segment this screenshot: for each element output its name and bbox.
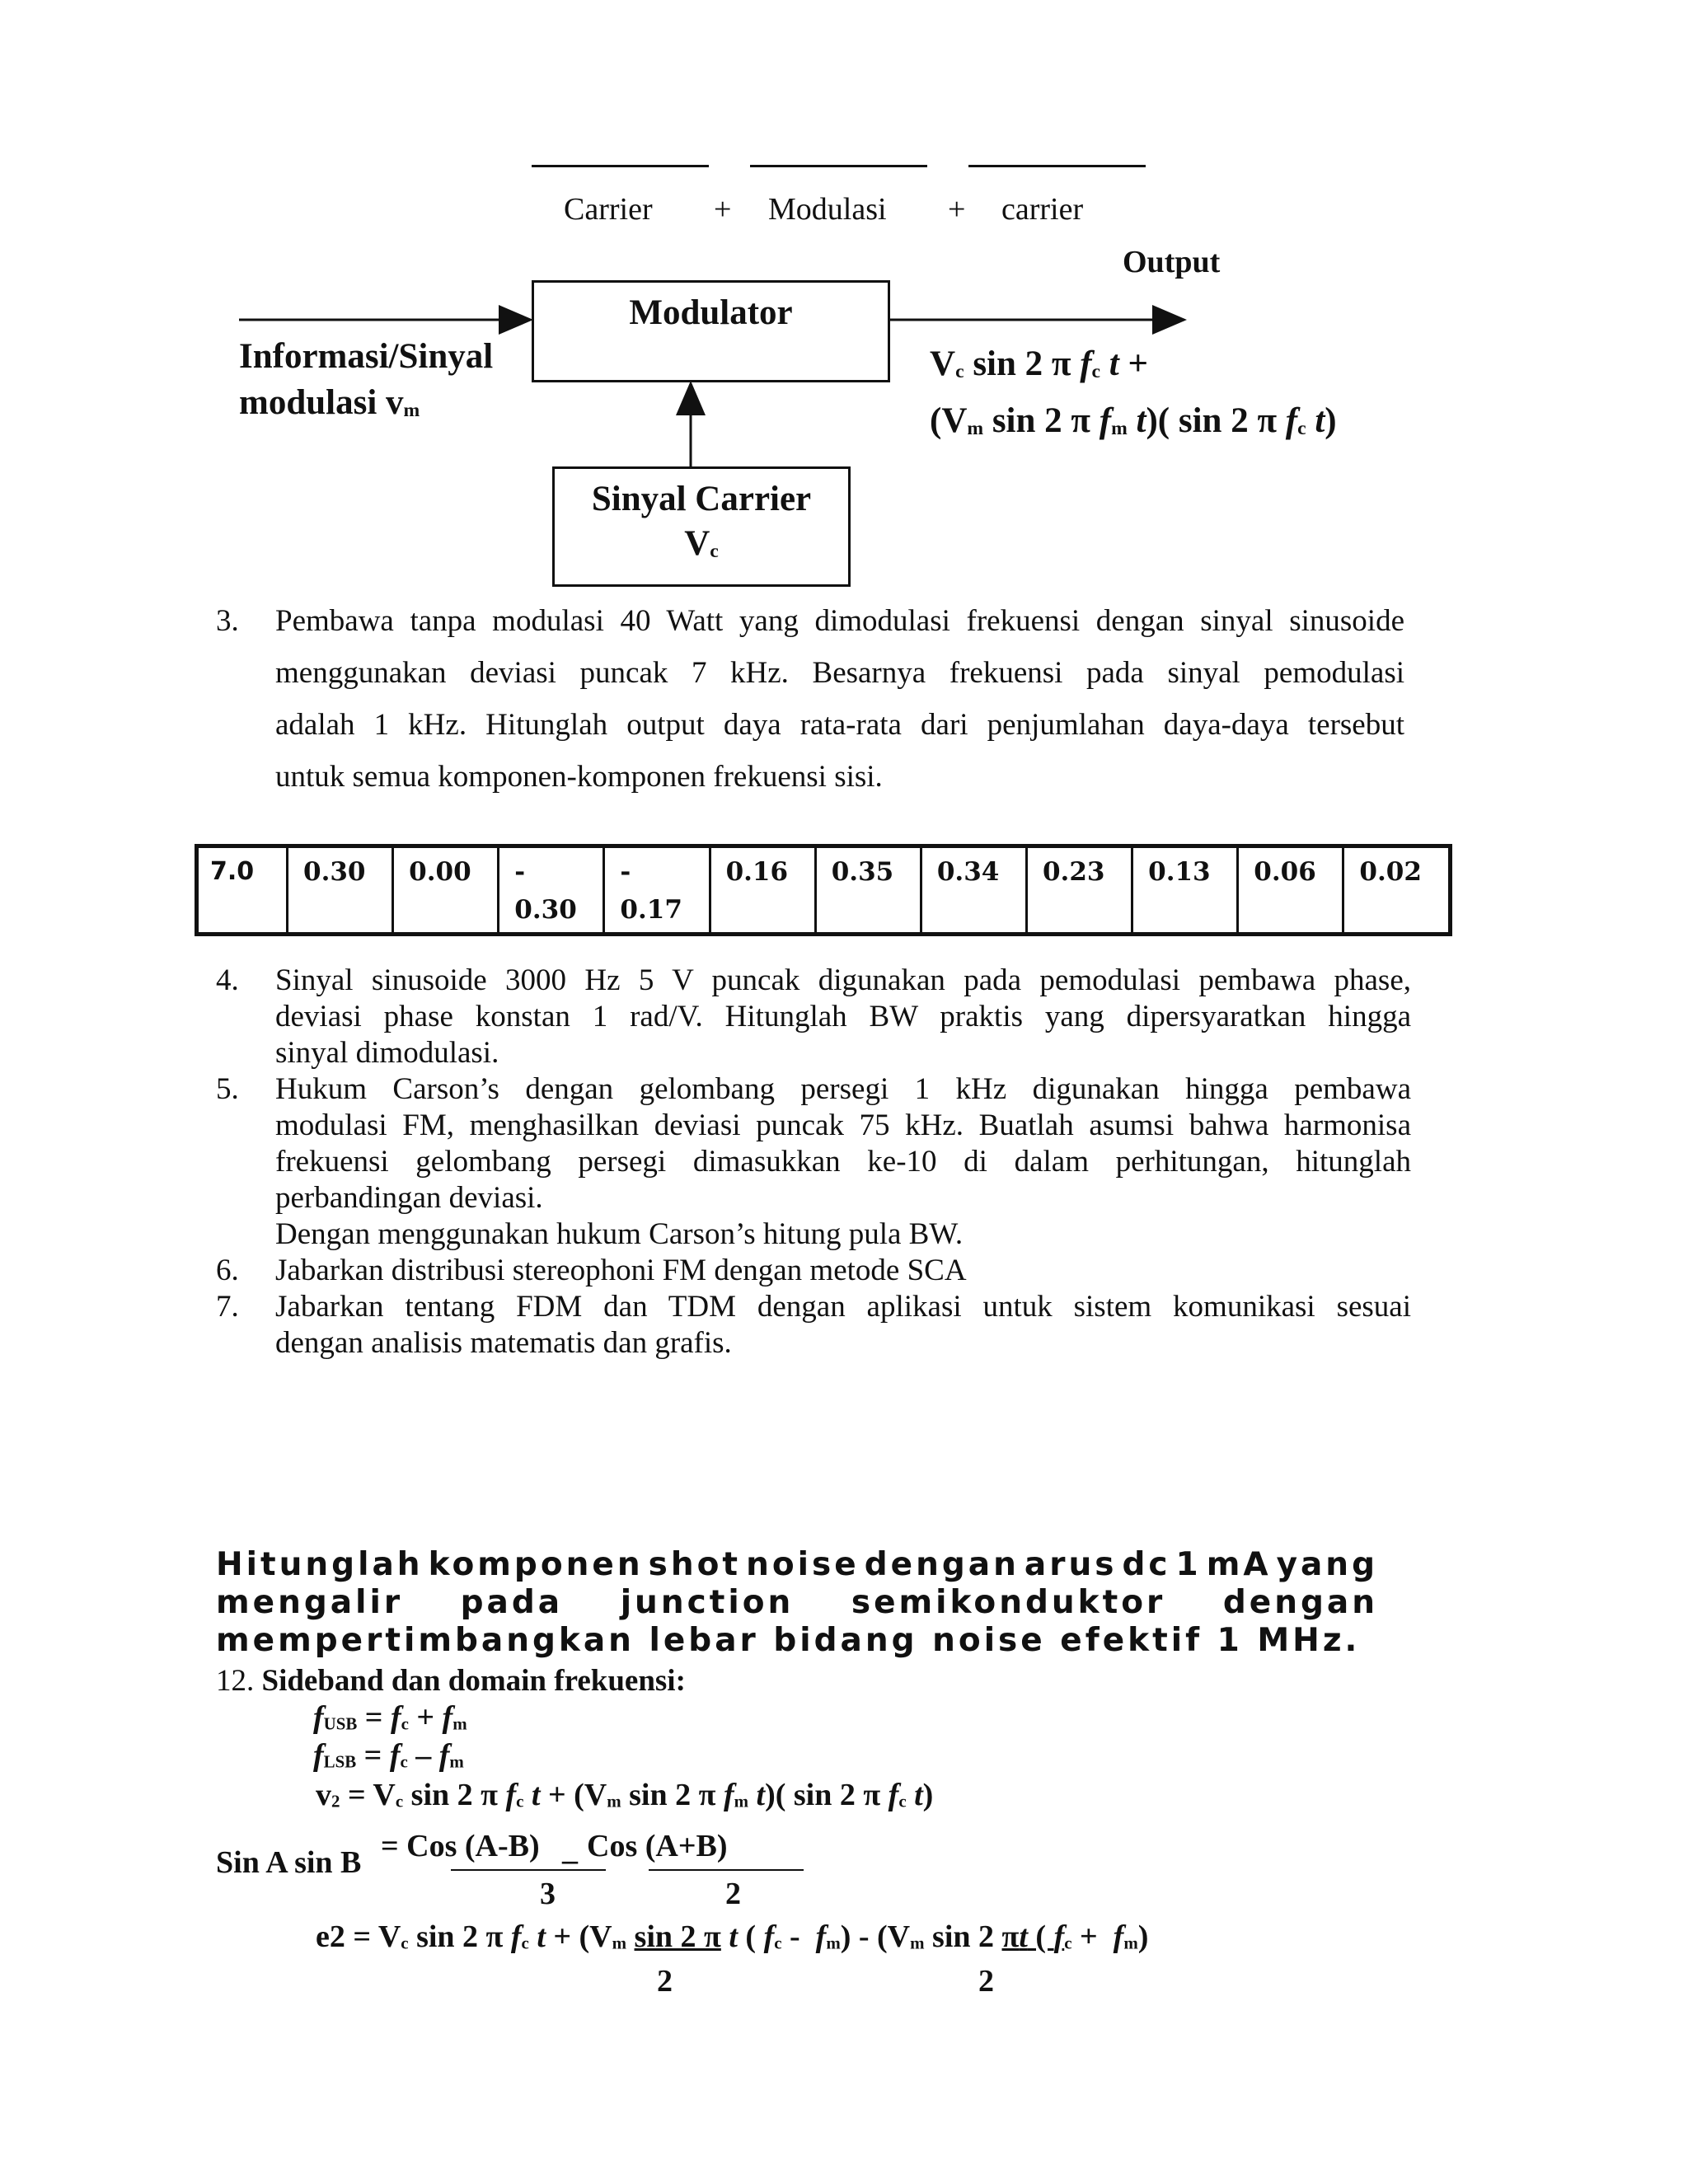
v2-equation: $v_2 = V_c$ sin 2 π $f_c$ $t + (V_m$ sin 2 π $f_m$ t)( sin 2 π $f_c$ t) [316,1778,934,1812]
noise-line-3: mempertimbangkan lebar bidang noise efektif 1 MHz. [216,1622,1361,1659]
question-number: 6. [216,1254,239,1287]
table-cell: 0.06 [1238,846,1343,935]
denominator-left: 3 [540,1877,556,1911]
question-text [275,595,1404,803]
table-cell: - 0.30 [499,846,604,935]
carrier-box-label: Sinyal Carrier $V_c$ [591,480,812,563]
minus-sign: _ [562,1832,578,1867]
modulator-box [532,280,890,382]
input-label [239,334,493,434]
input-label-line1: Informasi/Sinyal [239,337,494,376]
output-label: Output [1123,245,1221,279]
output-eq-line1: $V_c$ sin 2 π $f_c$ t + [930,344,1149,383]
denominator-right: 2 [725,1877,741,1911]
q3-line-1: Pembawa tanpa modulasi 40 Watt yang dimodulasi frekuensi dengan sinyal sinusoide [275,604,1404,638]
output-equation [930,340,1337,453]
e2-equation: $e2 = V_c$ sin 2 π $f_c$ $t + (V_m$ sin 2 π t ( $f_c - f_m) - (V_m$ sin 2 πt ( $f_c + f_m$) [316,1919,1149,1954]
sin-ab-label: Sin A sin B [216,1845,362,1880]
table-cell: 0.16 [710,846,815,935]
question-3 [216,595,1452,809]
noise-line-1: Hitunglah komponen shot noise dengan arus dc 1 mA yang [216,1546,1378,1583]
e2-denominator-right: 2 [978,1964,994,1999]
f-lsb-equation: $f_{LSB} = f_c - f_m$ [313,1738,464,1773]
table-cell: - 0.17 [604,846,710,935]
table-cell: 0.35 [815,846,921,935]
cos-sum: Cos (A+B) [587,1829,728,1863]
q3-line-4: untuk semua komponen-komponen frekuensi sisi. [275,760,883,794]
shot-noise-question [216,1546,1378,1660]
question-number: 7. [216,1290,239,1324]
label-carrier: Carrier [564,192,653,227]
e2-denominator-left: 2 [657,1964,673,1999]
label-carrier-2: carrier [1001,192,1084,227]
output-eq-line2: ($V_m$ sin 2 π $f_m$ t)( sin 2 π $f_c$ t) [930,401,1337,440]
input-label-line2: modulasi $v_m$ [239,383,420,422]
section-title: Sideband dan domain frekuensi: [261,1664,686,1698]
f-usb-equation: $f_{USB} = f_c + f_m$ [313,1700,467,1735]
questions-list [216,963,1411,1361]
fraction-bar-right [649,1869,804,1871]
question-5: 5. Hukum Carson’s dengan gelombang persegi 1 kHz digunakan hingga pembawa modulasi FM, menghasilkan deviasi puncak 75 kHz. Buatlah asumsi bahwa harmonisa frekuensi gelombang persegi dimasukkan ke-10 di dalam perhitungan, hitunglah perbandingan deviasi. Dengan menggunakan hukum Carson’s hitung pula BW. [216,1072,1411,1251]
fraction-bar-left [451,1869,606,1871]
question-number: 5. [216,1072,239,1106]
carrier-box [552,466,851,587]
label-plus-2: + [948,192,966,227]
table-cell: 7.0 [197,846,288,935]
label-modulasi: Modulasi [768,192,887,227]
q3-line-3: adalah 1 kHz. Hitunglah output daya rata-rata dari penjumlahan daya-daya tersebut [275,708,1404,742]
table-cell: 0.34 [921,846,1026,935]
table-cell: 0.00 [393,846,499,935]
question-4: 4. Sinyal sinusoide 3000 Hz 5 V puncak digunakan pada pemodulasi pembawa phase, deviasi phase konstan 1 rad/V. Hitunglah BW praktis yang dipersyaratkan hingga sinyal dimodulasi. [216,963,1411,1070]
section-12-heading [216,1663,686,1699]
modulator-label: Modulator [629,293,793,332]
label-plus-1: + [714,192,732,227]
table-cell: 0.23 [1026,846,1132,935]
bessel-table [195,844,1452,936]
table-cell: 0.02 [1343,846,1451,935]
question-number: 4. [216,963,239,997]
cos-diff: = Cos (A-B) [381,1829,540,1863]
table-cell: 0.30 [288,846,393,935]
question-number: 3. [216,604,239,638]
section-number: 12. [216,1664,255,1698]
table-row [197,846,1451,935]
q3-line-2: menggunakan deviasi puncak 7 kHz. Besarnya frekuensi pada sinyal pemodulasi [275,656,1404,690]
table-cell: 0.13 [1132,846,1238,935]
question-7: 7. Jabarkan tentang FDM dan TDM dengan aplikasi untuk sistem komunikasi sesuai dengan analisis matematis dan grafis. [216,1290,1411,1360]
question-6: 6. Jabarkan distribusi stereophoni FM dengan metode SCA [216,1254,967,1287]
noise-line-2: mengalir pada junction semikonduktor dengan [216,1584,1378,1621]
